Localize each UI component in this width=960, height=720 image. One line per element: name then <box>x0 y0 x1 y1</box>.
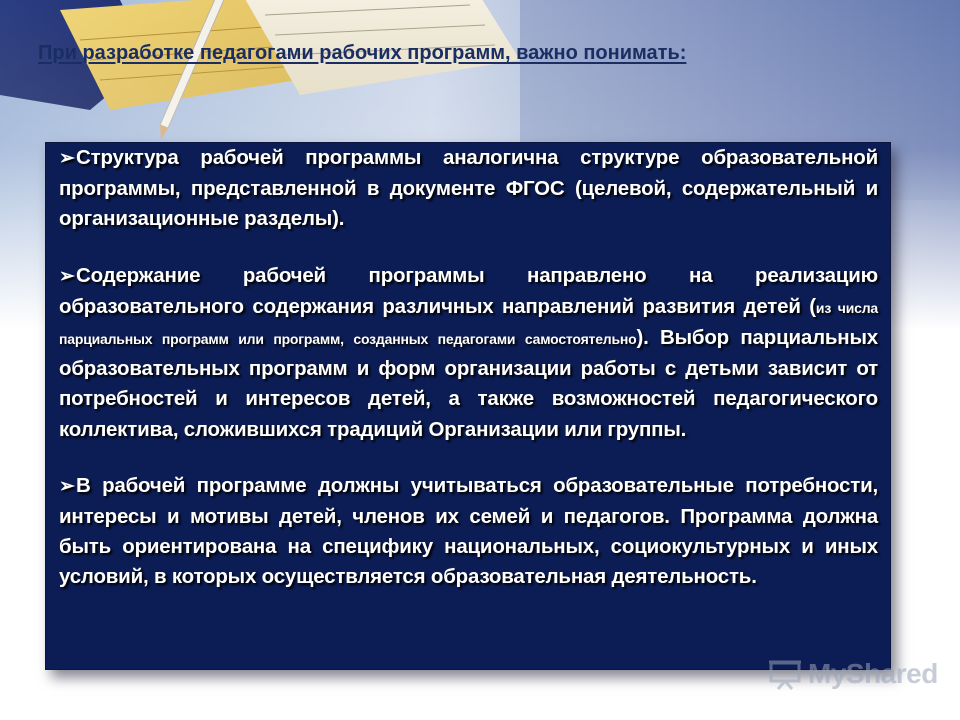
arrow-bullet-icon: ➢ <box>59 265 75 287</box>
paren-open: ( <box>809 294 816 318</box>
slide-title: При разработке педагогами рабочих программ, важно понимать: <box>38 42 687 64</box>
arrow-bullet-icon: ➢ <box>59 148 75 169</box>
paren-close: ). <box>636 326 649 350</box>
paragraph-note: из числа парциальных программ или программ, созданных педагогами самостоятельно <box>59 299 879 348</box>
paragraph-structure <box>59 143 878 235</box>
paragraph-text-continued: Выбор парциальных образовательных программ и форм организации работы с детьми зависит от потребностей и интересов детей, а также возможностей педагогического коллектива, сложившихся традиций Организации или группы. <box>59 326 878 441</box>
paragraph-needs <box>59 471 878 593</box>
arrow-bullet-icon: ➢ <box>59 475 75 497</box>
content-box <box>45 142 891 670</box>
presentation-screen-icon <box>768 658 802 690</box>
paragraph-text: Структура рабочей программы аналогична структуре образовательной программы, представленной в документе ФГОС (целевой, содержательный и организационные разделы). <box>59 146 878 231</box>
watermark-text: MyShared <box>808 658 938 689</box>
paragraph-text: В рабочей программе должны учитываться образовательные потребности, интересы и мотивы детей, членов их семей и педагогов. Программа должна быть ориентирована на специфику национальных, социокультурных и иных условий, в которых осуществляется образовательная деятельность. <box>59 473 878 589</box>
watermark <box>768 654 938 694</box>
paragraph-text: Содержание рабочей программы направлено на реализацию образовательного содержания различных направлений развития детей <box>59 263 878 318</box>
paragraph-content <box>59 261 878 445</box>
